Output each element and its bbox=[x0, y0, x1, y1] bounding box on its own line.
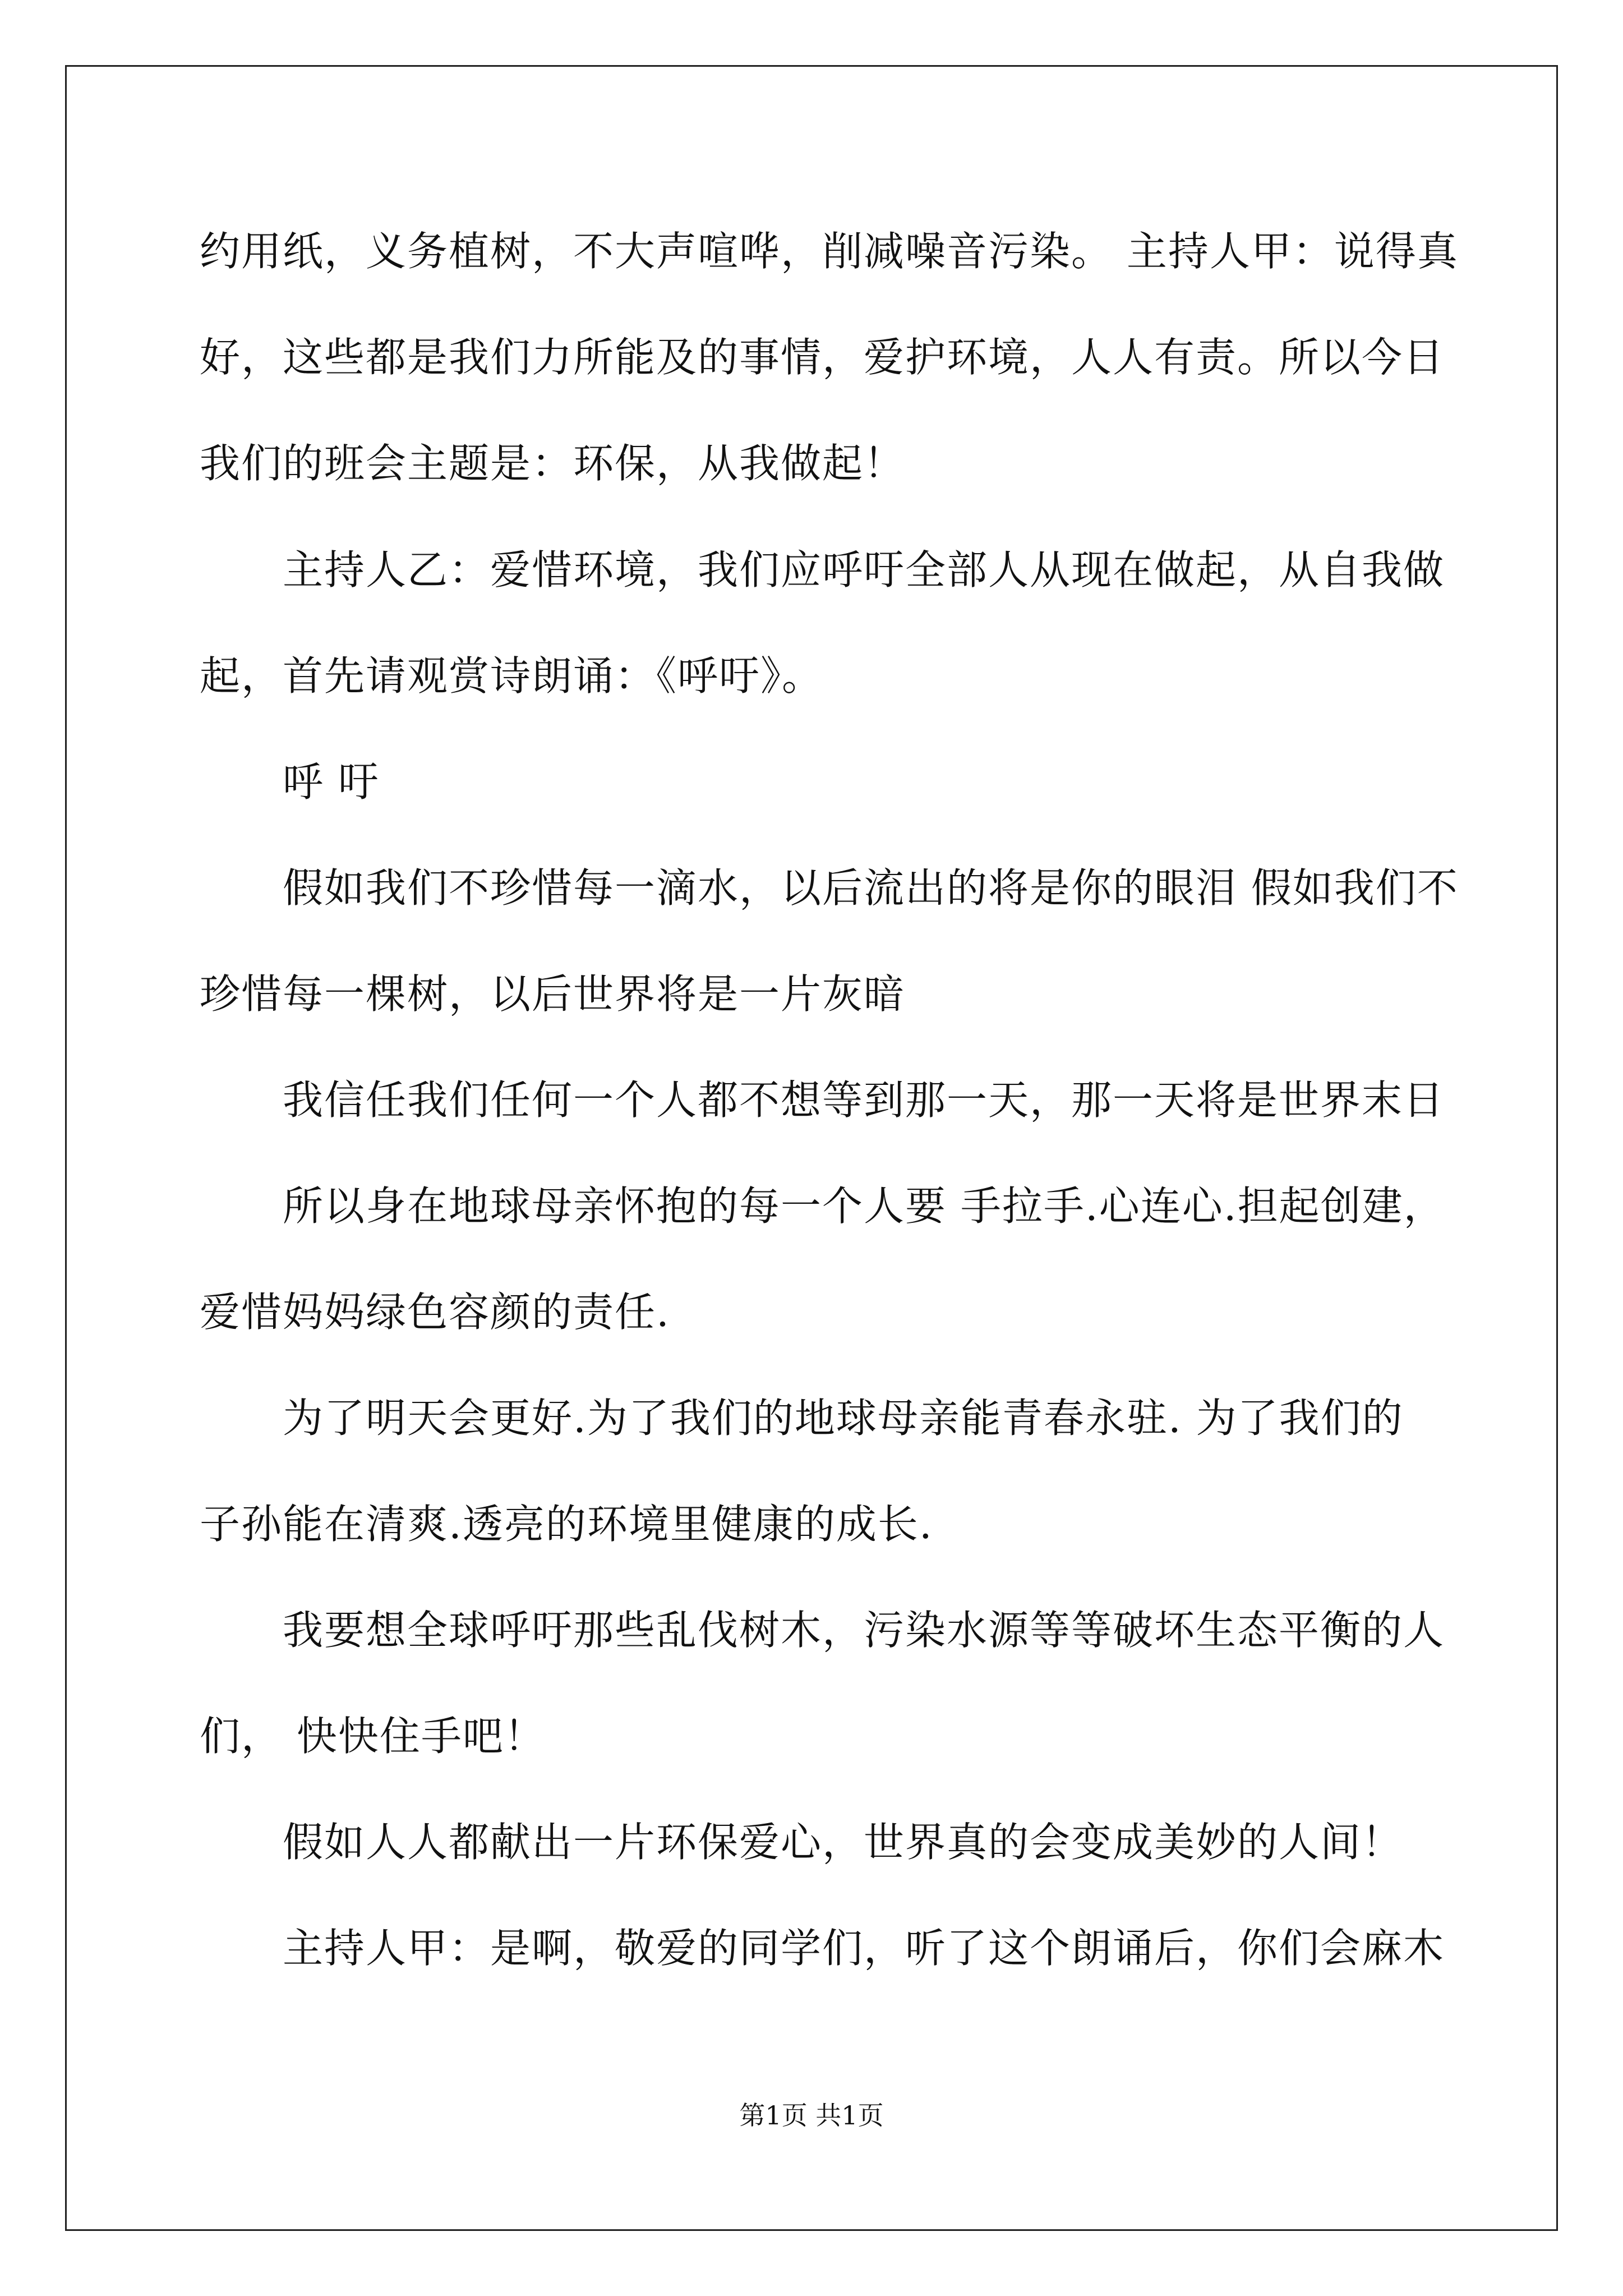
text-line: 子孙能在清爽.透亮的环境里健康的成长. bbox=[200, 1501, 933, 1548]
text-line: 我要想全球呼吁那些乱伐树木，污染水源等等破坏生态平衡的人 bbox=[283, 1607, 1445, 1654]
text-line: 假如人人都献出一片环保爱心，世界真的会变成美妙的人间！ bbox=[283, 1819, 1404, 1866]
text-line: 们， 快快住手吧！ bbox=[200, 1713, 546, 1760]
text-line: 起，首先请观赏诗朗诵：《呼吁》。 bbox=[200, 652, 824, 700]
text-line: 所以身在地球母亲怀抱的每一个人要 手拉手.心连心.担起创建， bbox=[283, 1182, 1445, 1230]
text-line: 主持人甲：是啊，敬爱的同学们，听了这个朗诵后，你们会麻木 bbox=[283, 1925, 1445, 1972]
page-frame bbox=[65, 65, 1558, 2231]
text-line: 我们的班会主题是：环保，从我做起！ bbox=[200, 440, 906, 487]
text-line: 珍惜每一棵树，以后世界将是一片灰暗 bbox=[200, 970, 906, 1018]
text-line: 为了明天会更好.为了我们的地球母亲能青春永驻. 为了我们的 bbox=[283, 1395, 1404, 1442]
text-line: 好，这些都是我们力所能及的事情，爱护环境，人人有责。所以今日 bbox=[200, 334, 1445, 381]
text-line: 爱惜妈妈绿色容颜的责任. bbox=[200, 1289, 670, 1336]
text-line: 我信任我们任何一个人都不想等到那一天，那一天将是世界末日 bbox=[283, 1076, 1445, 1124]
poem-title: 呼 吁 bbox=[283, 758, 380, 806]
text-line: 约用纸，义务植树，不大声喧哗，削减噪音污染。 主持人甲：说得真 bbox=[200, 228, 1459, 275]
text-line: 主持人乙：爱惜环境，我们应呼吁全部人从现在做起，从自我做 bbox=[283, 546, 1445, 593]
text-line: 假如我们不珍惜每一滴水，以后流出的将是你的眼泪 假如我们不 bbox=[283, 864, 1459, 912]
page-number-footer: 第1页 共1页 bbox=[739, 2100, 884, 2131]
